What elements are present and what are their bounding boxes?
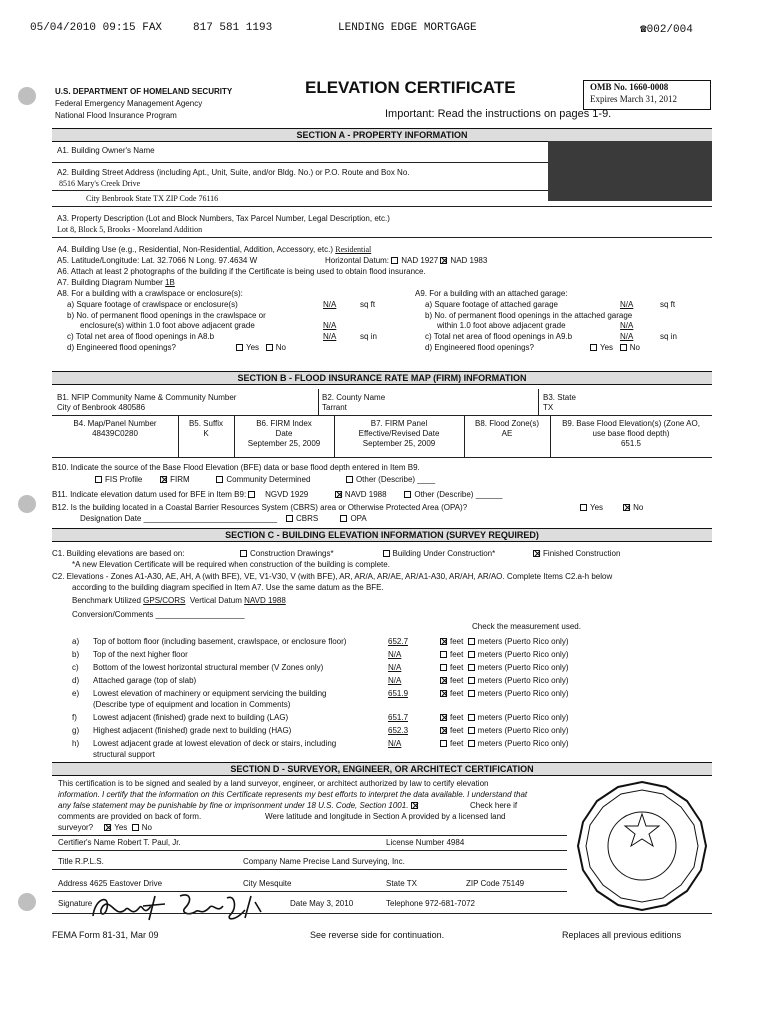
punch-hole (18, 495, 36, 513)
unit-options: feet meters (Puerto Rico only) (440, 726, 569, 735)
a6-label: A6. Attach at least 2 photographs of the building if the Certificate is being used to obtain flood insurance. (57, 267, 426, 276)
b7-label-2: Effective/Revised Date (358, 429, 440, 438)
meters-checkbox[interactable] (468, 740, 475, 747)
designation-date: Designation Date ______________________________ CBRS OPA (80, 514, 367, 523)
page-title: ELEVATION CERTIFICATE (305, 78, 516, 97)
construction-drawings-checkbox[interactable] (240, 550, 247, 557)
row-key: b) (72, 650, 80, 659)
fax-datetime: 05/04/2010 09:15 FAX (30, 22, 163, 34)
row-label: Top of the next higher floor (93, 650, 188, 659)
feet-checkbox[interactable] (440, 677, 447, 684)
a9d-options: Yes No (590, 343, 640, 352)
row-value: 652.3 (388, 726, 409, 735)
a8b-value: N/A (323, 321, 337, 330)
ngvd-checkbox[interactable] (248, 491, 255, 498)
a9b-label-2: within 1.0 foot above adjacent grade (437, 321, 566, 330)
benchmark: Benchmark Utilized GPS/CORS Vertical Datum NAVD 1988 (72, 596, 286, 605)
c1-options: Construction Drawings* Building Under Construction* Finished Construction (240, 549, 620, 558)
licensed-no-checkbox[interactable] (132, 824, 139, 831)
a9d-yes-checkbox[interactable] (590, 344, 597, 351)
meters-checkbox[interactable] (468, 714, 475, 721)
cert-line-2: information. I certify that the information on this Certificate represents my best efforts to interpret the data available. I understand that (58, 790, 528, 799)
agency-line-1: U.S. DEPARTMENT OF HOMELAND SECURITY (55, 87, 233, 96)
feet-checkbox[interactable] (440, 690, 447, 697)
redacted-block (548, 141, 712, 201)
unit-options: feet meters (Puerto Rico only) (440, 713, 569, 722)
fis-profile-checkbox[interactable] (95, 476, 102, 483)
row-value: N/A (388, 663, 402, 672)
cbrs-checkbox[interactable] (286, 515, 293, 522)
nad1983-checkbox[interactable] (440, 257, 447, 264)
section-c-header: SECTION C - BUILDING ELEVATION INFORMATION (SURVEY REQUIRED) (52, 528, 712, 542)
b11-label: B11. Indicate elevation datum used for BFE in Item B9: NGVD 1929 NAVD 1988 Other (Describe) ______ (52, 490, 503, 499)
a3-label: A3. Property Description (Lot and Block Numbers, Tax Parcel Number, Legal Description, etc.) (57, 214, 390, 223)
surveyor-seal (576, 780, 708, 912)
b9-label: B9. Base Flood Elevation(s) (Zone AO, (562, 419, 700, 428)
fax-phone: 817 581 1193 (193, 22, 273, 34)
row-label: Lowest adjacent grade at lowest elevation of deck or stairs, including (93, 739, 337, 748)
signature-date: Date May 3, 2010 (290, 899, 354, 908)
b3-value: TX (543, 403, 554, 412)
a9a-label: a) Square footage of attached garage (425, 300, 558, 309)
row-label: Lowest adjacent (finished) grade next to building (LAG) (93, 713, 289, 722)
a8b-label-2: enclosure(s) within 1.0 foot above adjacent grade (80, 321, 255, 330)
a1-label: A1. Building Owner's Name (57, 146, 155, 155)
a8-label: A8. For a building with a crawlspace or enclosure(s): (57, 289, 243, 298)
b10-label: B10. Indicate the source of the Base Flood Elevation (BFE) data or base flood depth entered in Item B9. (52, 463, 420, 472)
a9c-label: c) Total net area of flood openings in A9.b (425, 332, 573, 341)
row-label: Top of bottom floor (including basement, crawlspace, or enclosure floor) (93, 637, 347, 646)
a8c-unit: sq in (360, 332, 377, 341)
street-address: 8516 Mary's Creek Drive (59, 179, 141, 188)
navd-checkbox[interactable] (335, 491, 342, 498)
row-value: N/A (388, 676, 402, 685)
row-label: Attached garage (top of slab) (93, 676, 197, 685)
c1-label: C1. Building elevations are based on: (52, 549, 185, 558)
a8a-value: N/A (323, 300, 337, 309)
a8d-options: Yes No (236, 343, 286, 352)
b6-label-2: Date (275, 429, 293, 438)
b12-no-checkbox[interactable] (623, 504, 630, 511)
certifier-city: City Mesquite (243, 879, 292, 888)
row-value: 651.9 (388, 689, 409, 698)
license-number: License Number 4984 (386, 838, 465, 847)
finished-construction-checkbox[interactable] (533, 550, 540, 557)
row-key: c) (72, 663, 79, 672)
signature-label: Signature (58, 899, 93, 908)
b5-label: B5. Suffix (188, 419, 224, 428)
cert-line-5: Were latitude and longitude in Section A provided by a licensed land (265, 812, 506, 821)
cert-line-3: any false statement may be punishable by fine or imprisonment under 18 U.S. Code, Section 1001. (58, 801, 421, 810)
signature-image (85, 888, 275, 926)
certifier-telephone: Telephone 972-681-7072 (386, 899, 475, 908)
row-key: h) (72, 739, 80, 748)
b8-value: AE (501, 429, 513, 438)
b2-label: B2. County Name (322, 393, 386, 402)
a9b-value: N/A (620, 321, 634, 330)
a8b-label: b) No. of permanent flood openings in the crawlspace or (67, 311, 266, 320)
a8a-unit: sq ft (360, 300, 376, 309)
b6-value: September 25, 2009 (247, 439, 321, 448)
a8d-yes-checkbox[interactable] (236, 344, 243, 351)
meters-checkbox[interactable] (468, 664, 475, 671)
meters-checkbox[interactable] (468, 651, 475, 658)
certifier-name: Certifier's Name Robert T. Paul, Jr. (58, 838, 181, 847)
a9-label: A9. For a building with an attached garage: (415, 289, 568, 298)
fax-company: LENDING EDGE MORTGAGE (338, 22, 477, 34)
a9d-label: d) Engineered flood openings? (425, 343, 534, 352)
c1-note: *A new Elevation Certificate will be required when construction of the building is complete. (72, 560, 390, 569)
a9c-value: N/A (620, 332, 634, 341)
certifier-state: State TX (386, 879, 417, 888)
row-label: (Describe type of equipment and location in Comments) (93, 700, 291, 709)
firm-checkbox[interactable] (160, 476, 167, 483)
b4-value: 48439C0280 (92, 429, 138, 438)
b10-options: FIS Profile FIRM Community Determined Other (Describe) ____ (95, 475, 435, 484)
row-value: N/A (388, 739, 402, 748)
a9a-value: N/A (620, 300, 634, 309)
b7-value: September 25, 2009 (362, 439, 436, 448)
certifier-title: Title R.P.L.S. (58, 857, 104, 866)
feet-checkbox[interactable] (440, 727, 447, 734)
a8d-no-checkbox[interactable] (266, 344, 273, 351)
row-key: e) (72, 689, 80, 698)
row-key: d) (72, 676, 80, 685)
a9d-no-checkbox[interactable] (620, 344, 627, 351)
opa-checkbox[interactable] (340, 515, 347, 522)
city-state-zip: City Benbrook State TX ZIP Code 76116 (86, 194, 219, 203)
measurement-note: Check the measurement used. (472, 622, 581, 631)
unit-options: feet meters (Puerto Rico only) (440, 637, 569, 646)
fax-page: ☎002/004 (640, 24, 693, 36)
important-note: Important: Read the instructions on pages 1-9. (385, 108, 612, 120)
b7-label: B7. FIRM Panel (370, 419, 428, 428)
company-name: Company Name Precise Land Surveying, Inc. (243, 857, 405, 866)
other-datum-checkbox[interactable] (404, 491, 411, 498)
unit-options: feet meters (Puerto Rico only) (440, 676, 569, 685)
horizontal-datum: Horizontal Datum: NAD 1927 NAD 1983 (325, 256, 488, 265)
unit-options: feet meters (Puerto Rico only) (440, 739, 569, 748)
fax-icon: ☎ (640, 24, 647, 36)
feet-checkbox[interactable] (440, 664, 447, 671)
cert-line-1: This certification is to be signed and sealed by a land surveyor, engineer, or architect authorized by law to certify elevation (58, 779, 489, 788)
row-key: a) (72, 637, 80, 646)
certifier-zip: ZIP Code 75149 (466, 879, 525, 888)
certifier-address: Address 4625 Eastover Drive (58, 879, 163, 888)
section-d-header: SECTION D - SURVEYOR, ENGINEER, OR ARCHITECT CERTIFICATION (52, 762, 712, 776)
feet-checkbox[interactable] (440, 740, 447, 747)
section-b-header: SECTION B - FLOOD INSURANCE RATE MAP (FIRM) INFORMATION (52, 371, 712, 385)
agency-line-2: Federal Emergency Management Agency (55, 99, 203, 108)
omb-number: OMB No. 1660-0008 (590, 82, 669, 92)
comments-checkbox[interactable] (411, 802, 418, 809)
b4-label: B4. Map/Panel Number (73, 419, 157, 428)
b5-value: K (203, 429, 209, 438)
b9-value: 651.5 (620, 439, 642, 448)
a9c-unit: sq in (660, 332, 677, 341)
punch-hole (18, 87, 36, 105)
feet-checkbox[interactable] (440, 638, 447, 645)
meters-checkbox[interactable] (468, 727, 475, 734)
punch-hole (18, 893, 36, 911)
b2-value: Tarrant (322, 403, 347, 412)
row-key: f) (72, 713, 77, 722)
section-a-header: SECTION A - PROPERTY INFORMATION (52, 128, 712, 142)
cert-line-6: surveyor? Yes No (58, 823, 152, 832)
c2-label-2: according to the building diagram specified in Item A7. Use the same datum as the BFE. (72, 583, 384, 592)
a8d-label: d) Engineered flood openings? (67, 343, 176, 352)
c2-label: C2. Elevations - Zones A1-A30, AE, AH, A (with BFE), VE, V1-V30, V (with BFE), AR, AR/A, AR/AE, AR/A1-A30, AR/AH, AR/AO. Complete Items C2.a-h below (52, 572, 613, 581)
b8-label: B8. Flood Zone(s) (474, 419, 540, 428)
nad1927-checkbox[interactable] (391, 257, 398, 264)
b12-yes-checkbox[interactable] (580, 504, 587, 511)
row-value: 651.7 (388, 713, 409, 722)
meters-checkbox[interactable] (468, 638, 475, 645)
row-label: structural support (93, 750, 155, 759)
check-here: Check here if (470, 801, 518, 810)
unit-options: feet meters (Puerto Rico only) (440, 689, 569, 698)
unit-options: feet meters (Puerto Rico only) (440, 650, 569, 659)
a2-label: A2. Building Street Address (including Apt., Unit, Suite, and/or Bldg. No.) or P.O. Route and Box No. (57, 168, 410, 177)
continuation-note: See reverse side for continuation. (310, 930, 445, 940)
row-label: Highest adjacent (finished) grade next to building (HAG) (93, 726, 292, 735)
community-determined-checkbox[interactable] (216, 476, 223, 483)
a8c-value: N/A (323, 332, 337, 341)
b1-value: City of Benbrook 480586 (57, 403, 146, 412)
b12-label: B12. Is the building located in a Coastal Barrier Resources System (CBRS) area or Otherwise Protected Area (OPA)? (52, 503, 468, 512)
a9a-unit: sq ft (660, 300, 676, 309)
agency-line-3: National Flood Insurance Program (55, 111, 177, 120)
form-number: FEMA Form 81-31, Mar 09 (52, 930, 159, 940)
feet-checkbox[interactable] (440, 714, 447, 721)
licensed-yes-checkbox[interactable] (104, 824, 111, 831)
cert-line-4: comments are provided on back of form. (58, 812, 202, 821)
a4-label: A4. Building Use (e.g., Residential, Non-Residential, Addition, Accessory, etc.) Residential (57, 245, 372, 254)
b3-label: B3. State (543, 393, 576, 402)
b1-label: B1. NFIP Community Name & Community Number (57, 393, 237, 402)
a5-label: A5. Latitude/Longitude: Lat. 32.7066 N Long. 97.4634 W (57, 256, 258, 265)
b9-label-2: use base flood depth) (592, 429, 670, 438)
row-label: Bottom of the lowest horizontal structural member (V Zones only) (93, 663, 324, 672)
row-label: Lowest elevation of machinery or equipment servicing the building (93, 689, 327, 698)
a8a-label: a) Square footage of crawlspace or enclosure(s) (67, 300, 238, 309)
b12-options: Yes No (580, 503, 643, 512)
meters-checkbox[interactable] (468, 690, 475, 697)
conversion-comments: Conversion/Comments ____________________ (72, 610, 245, 619)
omb-expires: Expires March 31, 2012 (590, 94, 677, 104)
feet-checkbox[interactable] (440, 651, 447, 658)
under-construction-checkbox[interactable] (383, 550, 390, 557)
row-key: g) (72, 726, 80, 735)
row-value: N/A (388, 650, 402, 659)
a8c-label: c) Total net area of flood openings in A8.b (67, 332, 215, 341)
b6-label: B6. FIRM Index (256, 419, 312, 428)
other-source-checkbox[interactable] (346, 476, 353, 483)
a9b-label: b) No. of permanent flood openings in the attached garage (425, 311, 633, 320)
unit-options: feet meters (Puerto Rico only) (440, 663, 569, 672)
a7-label: A7. Building Diagram Number 1B (57, 278, 175, 287)
row-value: 652.7 (388, 637, 409, 646)
meters-checkbox[interactable] (468, 677, 475, 684)
replaces-note: Replaces all previous editions (562, 930, 682, 940)
legal-description: Lot 8, Block 5, Brooks - Mooreland Addition (57, 225, 203, 234)
